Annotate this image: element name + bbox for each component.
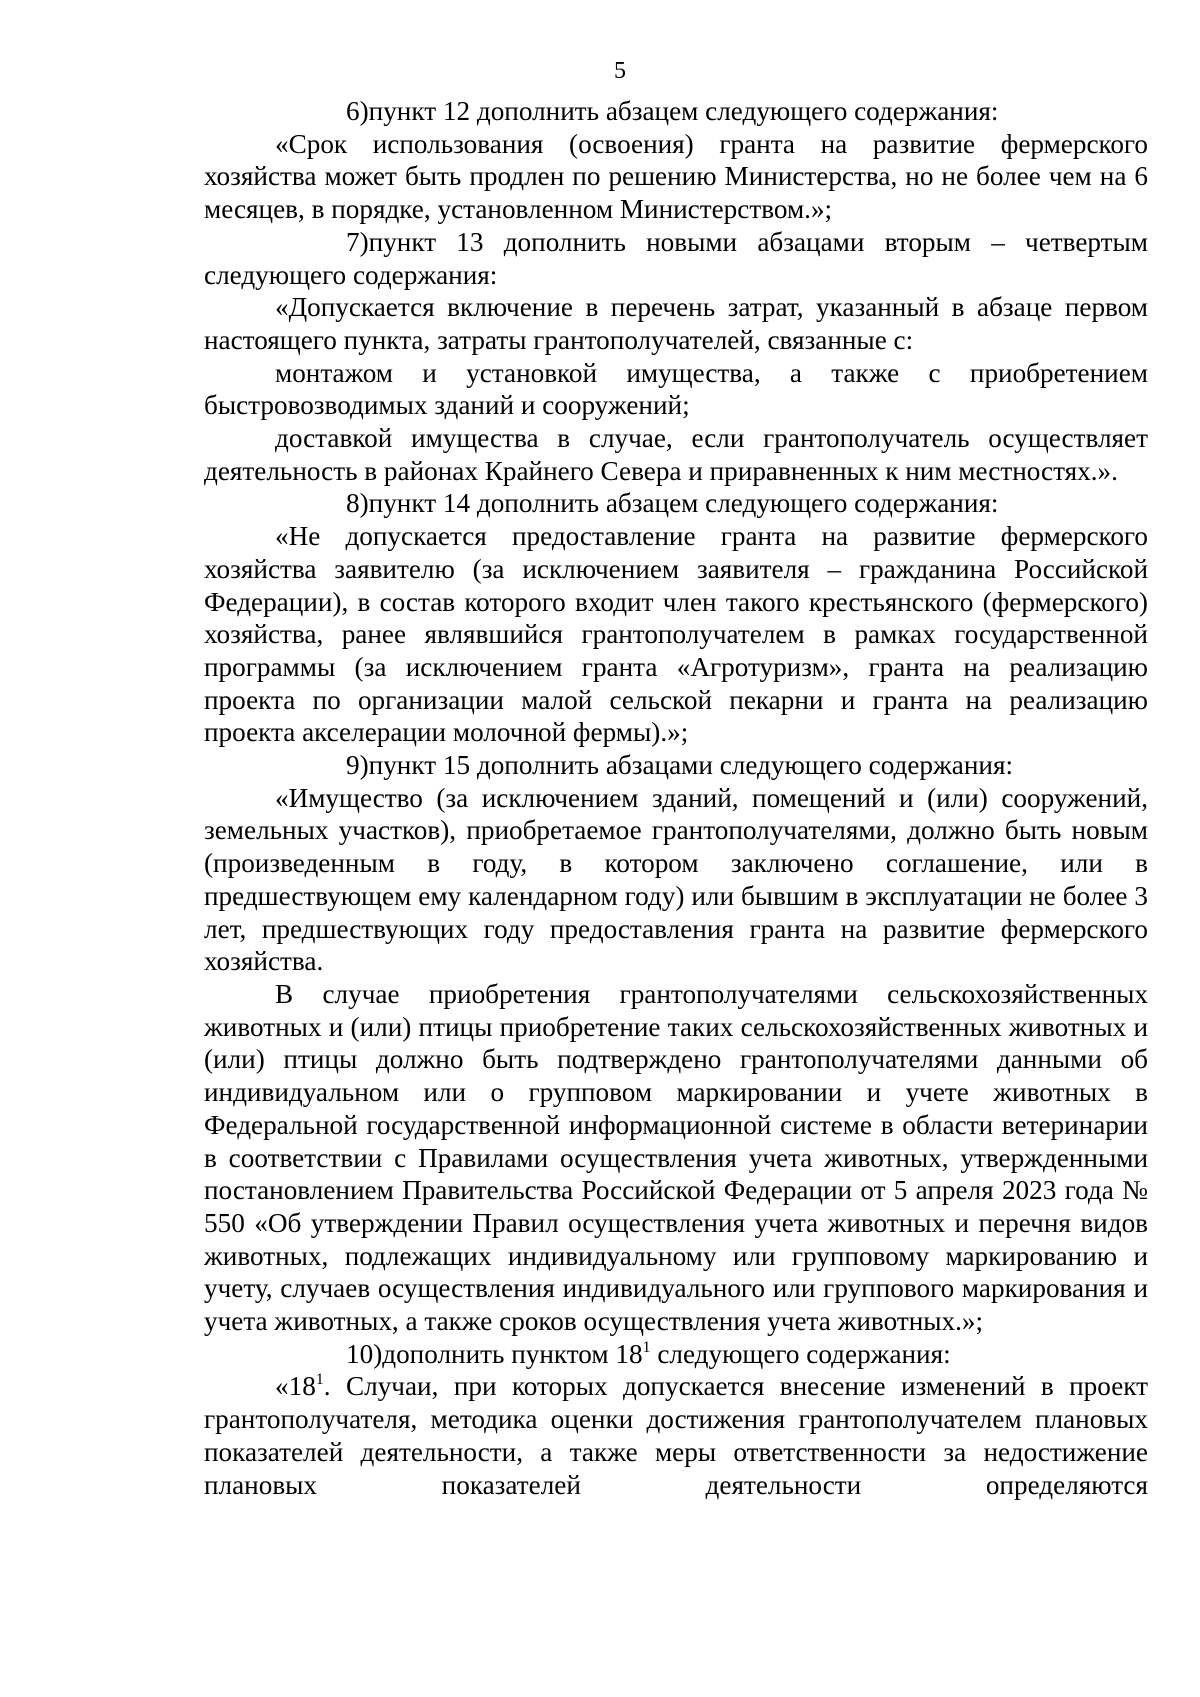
paragraph — [204, 1370, 1148, 1501]
paragraph: доставкой имущества в случае, если грантополучатель осуществляет деятельность в районах Крайнего Севера и приравненных к ним местностях.». — [204, 423, 1148, 486]
paragraph-text: пункт 15 дополнить абзацами следующего содержания: — [368, 750, 1014, 781]
paragraph-text: пункт 13 дополнить новыми абзацами вторым – четвертым следующего содержания: — [204, 226, 1148, 290]
list-item — [204, 95, 1148, 128]
paragraph: «Имущество (за исключением зданий, помещений и (или) сооружений, земельных участков), приобретаемое грантополучателями, должно быть новым (произведенным в году, в котором заключено соглашение, или в предшествующем ему календарном году) или бывшим в эксплуатации не более 3 лет, предшествующих году предоставления гранта на развитие фермерского хозяйства. — [204, 782, 1148, 977]
list-item — [204, 487, 1148, 520]
paragraph-text: пункт 12 дополнить абзацем следующего содержания: — [368, 96, 999, 126]
item-number: 7) — [346, 226, 369, 257]
superscript: 1 — [315, 1371, 324, 1389]
paragraph-text: «18 — [275, 1371, 316, 1402]
paragraph: В случае приобретения грантополучателями сельскохозяйственных животных и (или) птицы приобретение таких сельскохозяйственных животных и (или) птицы должно быть подтверждено грантополучателями данными об индивидуальном или о групповом маркировании и учете животных в Федеральной государственной информационной системе в области ветеринарии в соответствии с Правилами осуществления учета животных, утвержденными постановлением Правительства Российской Федерации от 5 апреля 2023 года № 550 «Об утверждении Правил осуществления учета животных и перечня видов животных, подлежащих индивидуальному или групповому маркированию и учету, случаев осуществления индивидуального или группового маркирования и учета животных, а также сроков осуществления учета животных.»; — [204, 978, 1148, 1337]
paragraph: «Допускается включение в перечень затрат, указанный в абзаце первом настоящего пункта, затраты грантополучателей, связанные с: — [204, 292, 1148, 355]
paragraph: «Срок использования (освоения) гранта на развитие фермерского хозяйства может быть продлен по решению Министерства, но не более чем на 6 месяцев, в порядке, установленном Министерством.»; — [204, 128, 1148, 225]
document-body — [204, 95, 1148, 1501]
paragraph: «Не допускается предоставление гранта на развитие фермерского хозяйства заявителю (за исключением заявителя – гражданина Российской Федерации), в состав которого входит член такого крестьянского (фермерского) хозяйства, ранее являвшийся грантополучателем в рамках государственной программы (за исключением гранта «Агротуризм», гранта на реализацию проекта по организации малой сельской пекарни и гранта на реализацию проекта акселерации молочной фермы).»; — [204, 521, 1148, 748]
paragraph-text: следующего содержания: — [650, 1338, 951, 1369]
item-number: 8) — [346, 488, 369, 519]
list-item — [204, 749, 1148, 782]
paragraph-text: пункт 14 дополнить абзацем следующего содержания: — [368, 488, 999, 519]
paragraph-text: дополнить пунктом 18 — [382, 1338, 643, 1369]
paragraph-text: . Случаи, при которых допускается внесение изменений в проект грантополучателя, методика оценки достижения грантополучателем плановых показателей деятельности, а также меры ответственности за недостижение плановых показателей деятельности определяются — [204, 1371, 1148, 1500]
list-item — [204, 226, 1148, 291]
item-number: 9) — [346, 750, 369, 781]
page-number: 5 — [614, 58, 626, 84]
superscript: 1 — [642, 1338, 651, 1356]
list-item — [204, 1338, 1148, 1371]
paragraph: монтажом и установкой имущества, а также с приобретением быстровозводимых зданий и сооружений; — [204, 357, 1148, 421]
item-number: 6) — [346, 96, 369, 126]
item-number: 10) — [346, 1338, 383, 1369]
